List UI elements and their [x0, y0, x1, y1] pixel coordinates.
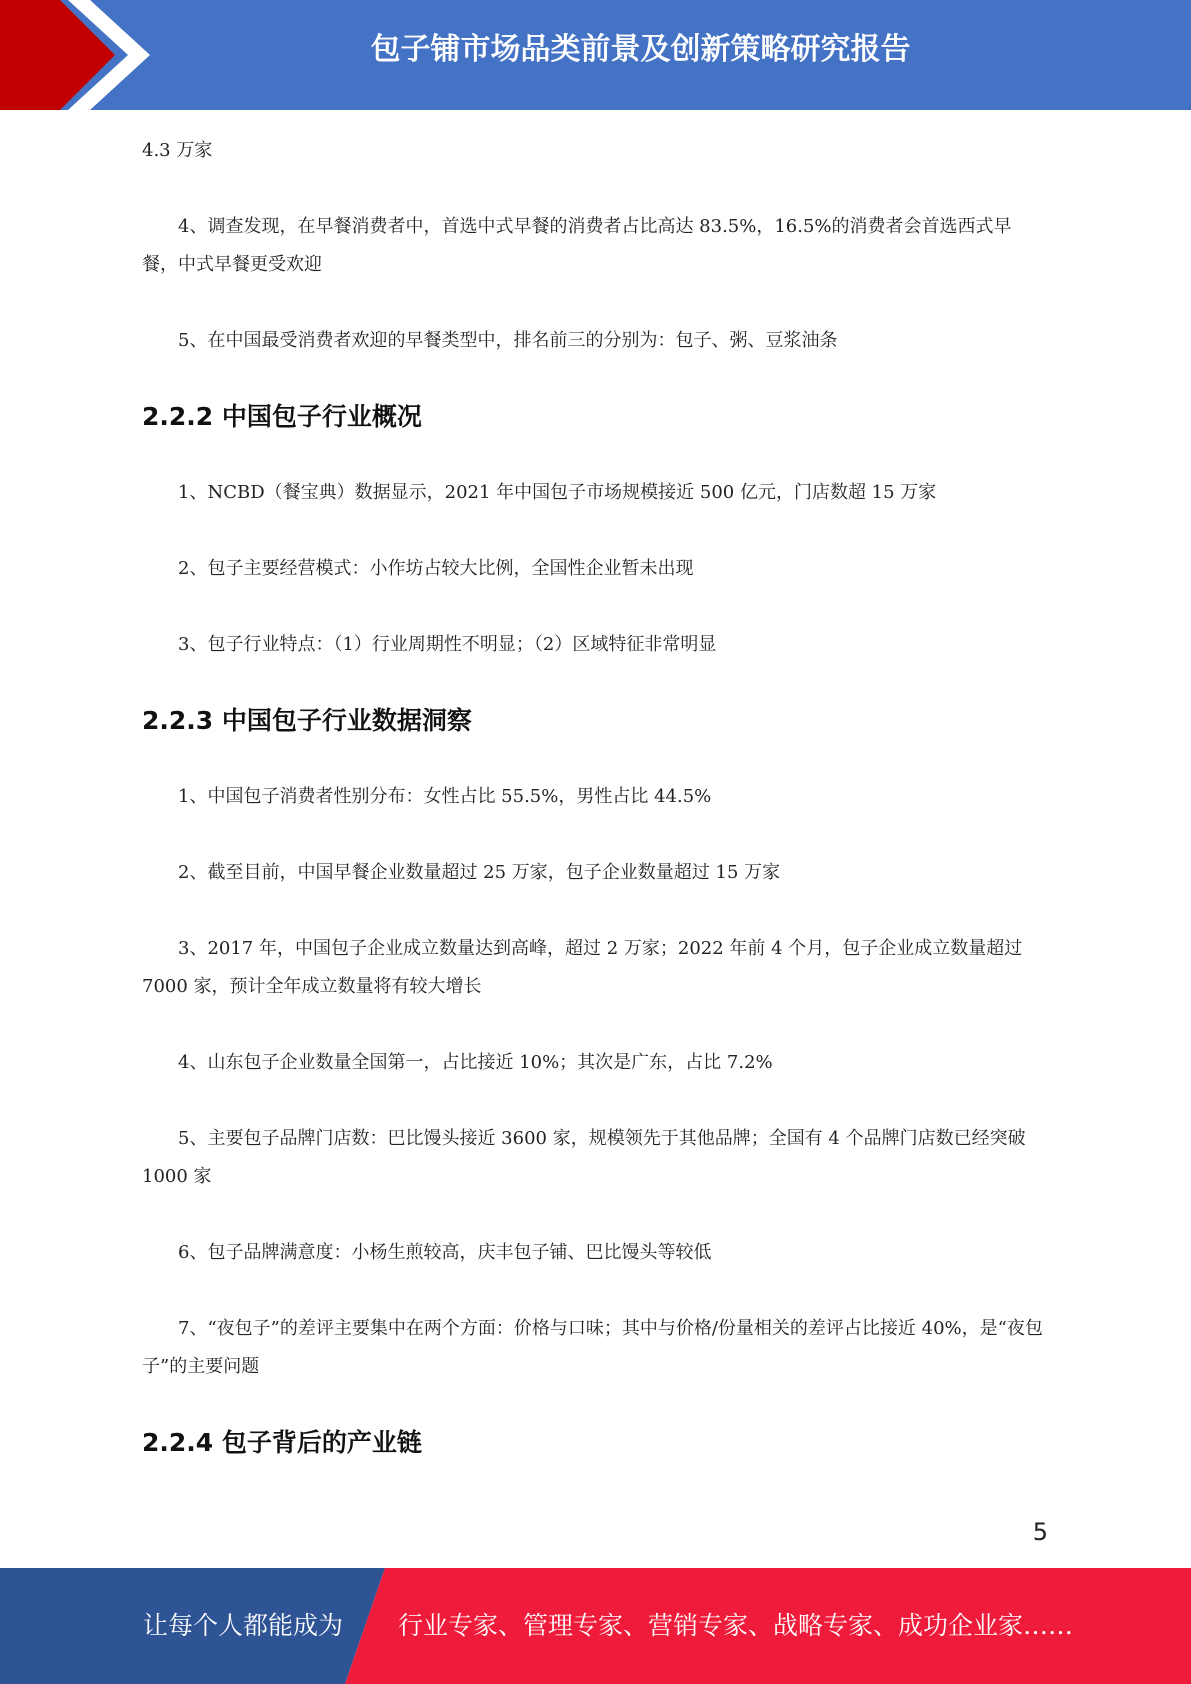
footer-slogan-left: 让每个人都能成为 [143, 1611, 344, 1640]
paragraph: 3、包子行业特点：（1）行业周期性不明显；（2）区域特征非常明显 [178, 634, 717, 655]
page-header [0, 0, 1191, 110]
paragraph: 3、2017 年，中国包子企业成立数量达到高峰，超过 2 万家；2022 年前 4 个月，包子企业成立数量超过 7000 家，预计全年成立数量将有较大增长 [142, 938, 1023, 997]
paragraph: 1、NCBD（餐宝典）数据显示，2021 年中国包子市场规模接近 500 亿元，门店数超 15 万家 [178, 482, 937, 503]
paragraph: 2、包子主要经营模式：小作坊占较大比例，全国性企业暂未出现 [178, 558, 694, 579]
paragraph: 6、包子品牌满意度：小杨生煎较高，庆丰包子铺、巴比馒头等较低 [178, 1242, 712, 1263]
report-title: 包子铺市场品类前景及创新策略研究报告 [370, 32, 911, 67]
paragraph: 4、山东包子企业数量全国第一，占比接近 10%；其次是广东，占比 7.2% [178, 1052, 773, 1073]
document-body [142, 132, 1047, 1500]
paragraph: 5、主要包子品牌门店数：巴比馒头接近 3600 家，规模领先于其他品牌；全国有 4 个品牌门店数已经突破 1000 家 [142, 1128, 1026, 1187]
header-arrow-decoration [0, 0, 170, 110]
paragraph: 7、“夜包子”的差评主要集中在两个方面：价格与口味；其中与价格/份量相关的差评占比接近 40%，是“夜包子”的主要问题 [142, 1318, 1043, 1377]
paragraph: 4.3 万家 [142, 140, 213, 161]
footer-slogan-right: 行业专家、管理专家、营销专家、战略专家、成功企业家…… [398, 1611, 1074, 1640]
page-number: 5 [1032, 1518, 1048, 1546]
paragraph: 5、在中国最受消费者欢迎的早餐类型中，排名前三的分别为：包子、粥、豆浆油条 [178, 330, 838, 351]
paragraph: 1、中国包子消费者性别分布：女性占比 55.5%，男性占比 44.5% [178, 786, 712, 807]
paragraph: 2、截至目前，中国早餐企业数量超过 25 万家，包子企业数量超过 15 万家 [178, 862, 781, 883]
section-heading: 2.2.4 包子背后的产业链 [142, 1428, 422, 1457]
paragraph: 4、调查发现，在早餐消费者中，首选中式早餐的消费者占比高达 83.5%，16.5%的消费者会首选西式早餐，中式早餐更受欢迎 [142, 216, 1012, 275]
section-heading: 2.2.2 中国包子行业概况 [142, 402, 422, 431]
section-heading: 2.2.3 中国包子行业数据洞察 [142, 706, 472, 735]
page-footer [0, 1568, 1191, 1684]
